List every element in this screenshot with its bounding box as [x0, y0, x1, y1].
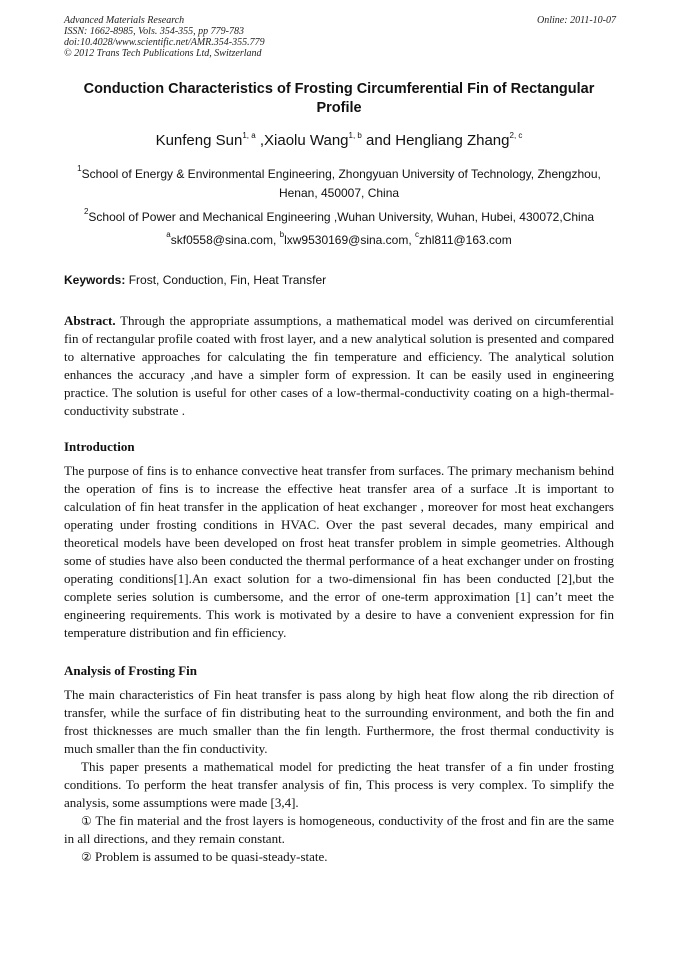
- doi-line: doi:10.4028/www.scientific.net/AMR.354-355.779: [64, 37, 265, 48]
- affiliation-text: School of Energy & Environmental Engineering, Zhongyuan University of Technology, Zhengzhou, Henan, 450007, China: [81, 167, 601, 200]
- email-superscript: a: [166, 230, 171, 239]
- assumption-text: Problem is assumed to be quasi-steady-state.: [91, 849, 328, 864]
- online-date: Online: 2011-10-07: [537, 15, 616, 26]
- copyright-line: © 2012 Trans Tech Publications Ltd, Switzerland: [64, 48, 262, 59]
- list-marker: ①: [81, 814, 93, 828]
- analysis-body: [64, 686, 614, 866]
- issn-line: ISSN: 1662-8985, Vols. 354-355, pp 779-783: [64, 26, 244, 37]
- analysis-paragraph-2: This paper presents a mathematical model for predicting the heat transfer of a fin under frosting conditions. To perform the heat transfer analysis of fin, This process is very complex. To simplify the analysis, some assumptions were made [3,4].: [64, 759, 614, 810]
- author-superscript: 2, c: [509, 131, 523, 140]
- introduction-body: [64, 462, 614, 642]
- introduction-heading: Introduction: [64, 439, 135, 454]
- keywords-label: Keywords:: [64, 273, 126, 287]
- author-name: Hengliang Zhang: [395, 132, 510, 149]
- email-list: [64, 232, 614, 248]
- assumption-item-1: [64, 812, 614, 848]
- affiliation-2: [64, 208, 614, 227]
- email-address[interactable]: zhl811@163.com: [419, 233, 512, 247]
- assumption-item-2: [64, 848, 614, 866]
- author-superscript: 1, b: [348, 131, 362, 140]
- journal-name: Advanced Materials Research: [64, 15, 185, 26]
- affiliation-text: School of Power and Mechanical Engineering ,Wuhan University, Wuhan, Hubei, 430072,China: [88, 210, 595, 224]
- analysis-paragraph-1: The main characteristics of Fin heat transfer is pass along by high heat flow along the rib direction of transfer, while the surface of fin distributing heat to the surrounding environment, and both the fin and frost thicknesses are much smaller than the fin length. Furthermore, the frost thermal conductivity is much smaller than the fin conductivity.: [64, 687, 614, 756]
- abstract-label: Abstract.: [64, 313, 116, 328]
- email-address[interactable]: skf0558@sina.com,: [170, 233, 280, 247]
- list-marker: ②: [81, 850, 92, 864]
- assumption-text: The fin material and the frost layers is homogeneous, conductivity of the frost and fin are the same in all directions, and they remain constant.: [64, 813, 615, 846]
- author-separator: ,: [255, 132, 265, 149]
- abstract-text: Through the appropriate assumptions, a mathematical model was derived on circumferential fin of rectangular profile coated with frost layer, and a new analytical solution is presented and compared to alternative approaches for calculating the fin temperature and efficiency. The analytical solution enhances the accuracy ,and have a simpler form of expression. It can be easily used in engineering practice. The solution is useful for other cases of a low-thermal-conductivity coating on a high-thermal-conductivity substrate .: [64, 313, 614, 418]
- introduction-paragraph: The purpose of fins is to enhance convective heat transfer from surfaces. The primary mechanism behind the operation of fins is to increase the effective heat transfer area of a surface .It is important to calculation of fin heat transfer in the application of heat exchanger , moreover for most heat exchangers operating under frosting conditions in HVAC. Over the past several decades, many empirical and theoretical models have been developed on frost heat transfer problem in simple geometries. Although some of studies have also been conducted the thermal performance of a heat exchanger under on frosting operating conditions[1].An exact solution for a two-dimensional fin has been conducted [2],but the complete series solution is cumbersome, and the error of one-term approximation [1] can’t meet the engineering requirements. This work is motivated by a desire to have a convenient expression for fin temperature distribution and fin efficiency.: [64, 463, 614, 640]
- email-address[interactable]: lxw9530169@sina.com,: [284, 233, 416, 247]
- author-name: Xiaolu Wang: [264, 132, 349, 149]
- author-superscript: 1, a: [242, 131, 256, 140]
- author-name: Kunfeng Sun: [155, 132, 243, 149]
- paper-title: Conduction Characteristics of Frosting Circumferential Fin of Rectangular Profile: [83, 81, 595, 116]
- abstract: [64, 312, 614, 420]
- email-superscript: b: [279, 230, 285, 239]
- author-list: [64, 132, 614, 150]
- affiliation-superscript: 2: [83, 207, 89, 216]
- affiliation-1: [64, 165, 614, 203]
- email-superscript: c: [415, 230, 420, 239]
- analysis-heading: Analysis of Frosting Fin: [64, 663, 198, 678]
- affiliation-superscript: 1: [77, 164, 82, 173]
- keywords: [64, 272, 614, 288]
- journal-header: [64, 15, 616, 59]
- keywords-text: Frost, Conduction, Fin, Heat Transfer: [125, 273, 327, 287]
- author-separator: and: [361, 132, 396, 149]
